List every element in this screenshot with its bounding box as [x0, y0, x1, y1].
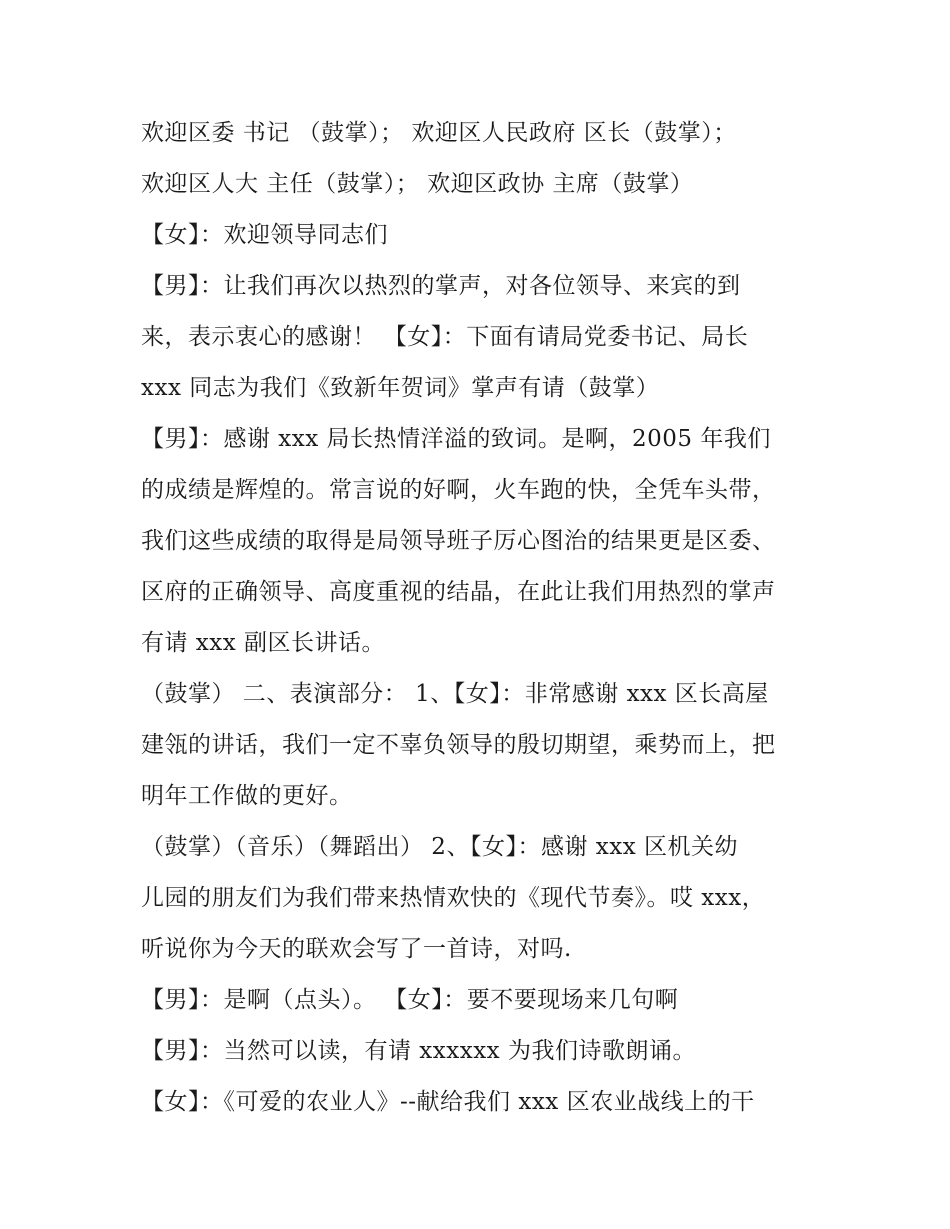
text-line: 【男】：是啊（点头）。 【女】：要不要现场来几句啊	[141, 987, 679, 1013]
text-line: 【女】：欢迎领导同志们	[141, 222, 388, 248]
text-line: 听说你为今天的联欢会写了一首诗，对吗.	[141, 936, 572, 962]
text-line: 我们这些成绩的取得是局领导班子厉心图治的结果更是区委、	[141, 528, 776, 554]
text-line: 区府的正确领导、高度重视的结晶，在此让我们用热烈的掌声	[141, 579, 776, 605]
text-line: 【男】：让我们再次以热烈的掌声，对各位领导、来宾的到	[141, 273, 741, 299]
text-line: 【女】：《可爱的农业人》--献给我们 xxx 区农业战线上的干	[141, 1089, 755, 1115]
text-line: xxx 同志为我们《致新年贺词》掌声有请（鼓掌）	[141, 375, 660, 401]
text-line: 的成绩是辉煌的。常言说的好啊，火车跑的快，全凭车头带，	[141, 477, 776, 503]
text-line: 有请 xxx 副区长讲话。	[141, 630, 386, 656]
text-line: 欢迎区委 书记 （鼓掌）； 欢迎区人民政府 区长（鼓掌）；	[141, 120, 737, 146]
text-line: 儿园的朋友们为我们带来热情欢快的《现代节奏》。哎 xxx，	[141, 885, 766, 911]
text-line: 【男】：当然可以读，有请 xxxxxx 为我们诗歌朗诵。	[141, 1038, 696, 1064]
text-line: 明年工作做的更好。	[141, 783, 353, 809]
text-line: 来，表示衷心的感谢！ 【女】：下面有请局党委书记、局长	[141, 324, 749, 350]
document-body	[141, 108, 821, 1128]
text-line: 建瓴的讲话，我们一定不辜负领导的殷切期望，乘势而上，把	[141, 732, 776, 758]
text-line: （鼓掌）（音乐）（舞蹈出） 2、【女】：感谢 xxx 区机关幼	[141, 834, 738, 860]
text-line: 欢迎区人大 主任（鼓掌）； 欢迎区政协 主席（鼓掌）	[141, 171, 694, 197]
text-line: （鼓掌） 二、表演部分： 1、【女】：非常感谢 xxx 区长高屋	[141, 681, 769, 707]
text-line: 【男】：感谢 xxx 局长热情洋溢的致词。是啊，2005 年我们	[141, 426, 771, 452]
